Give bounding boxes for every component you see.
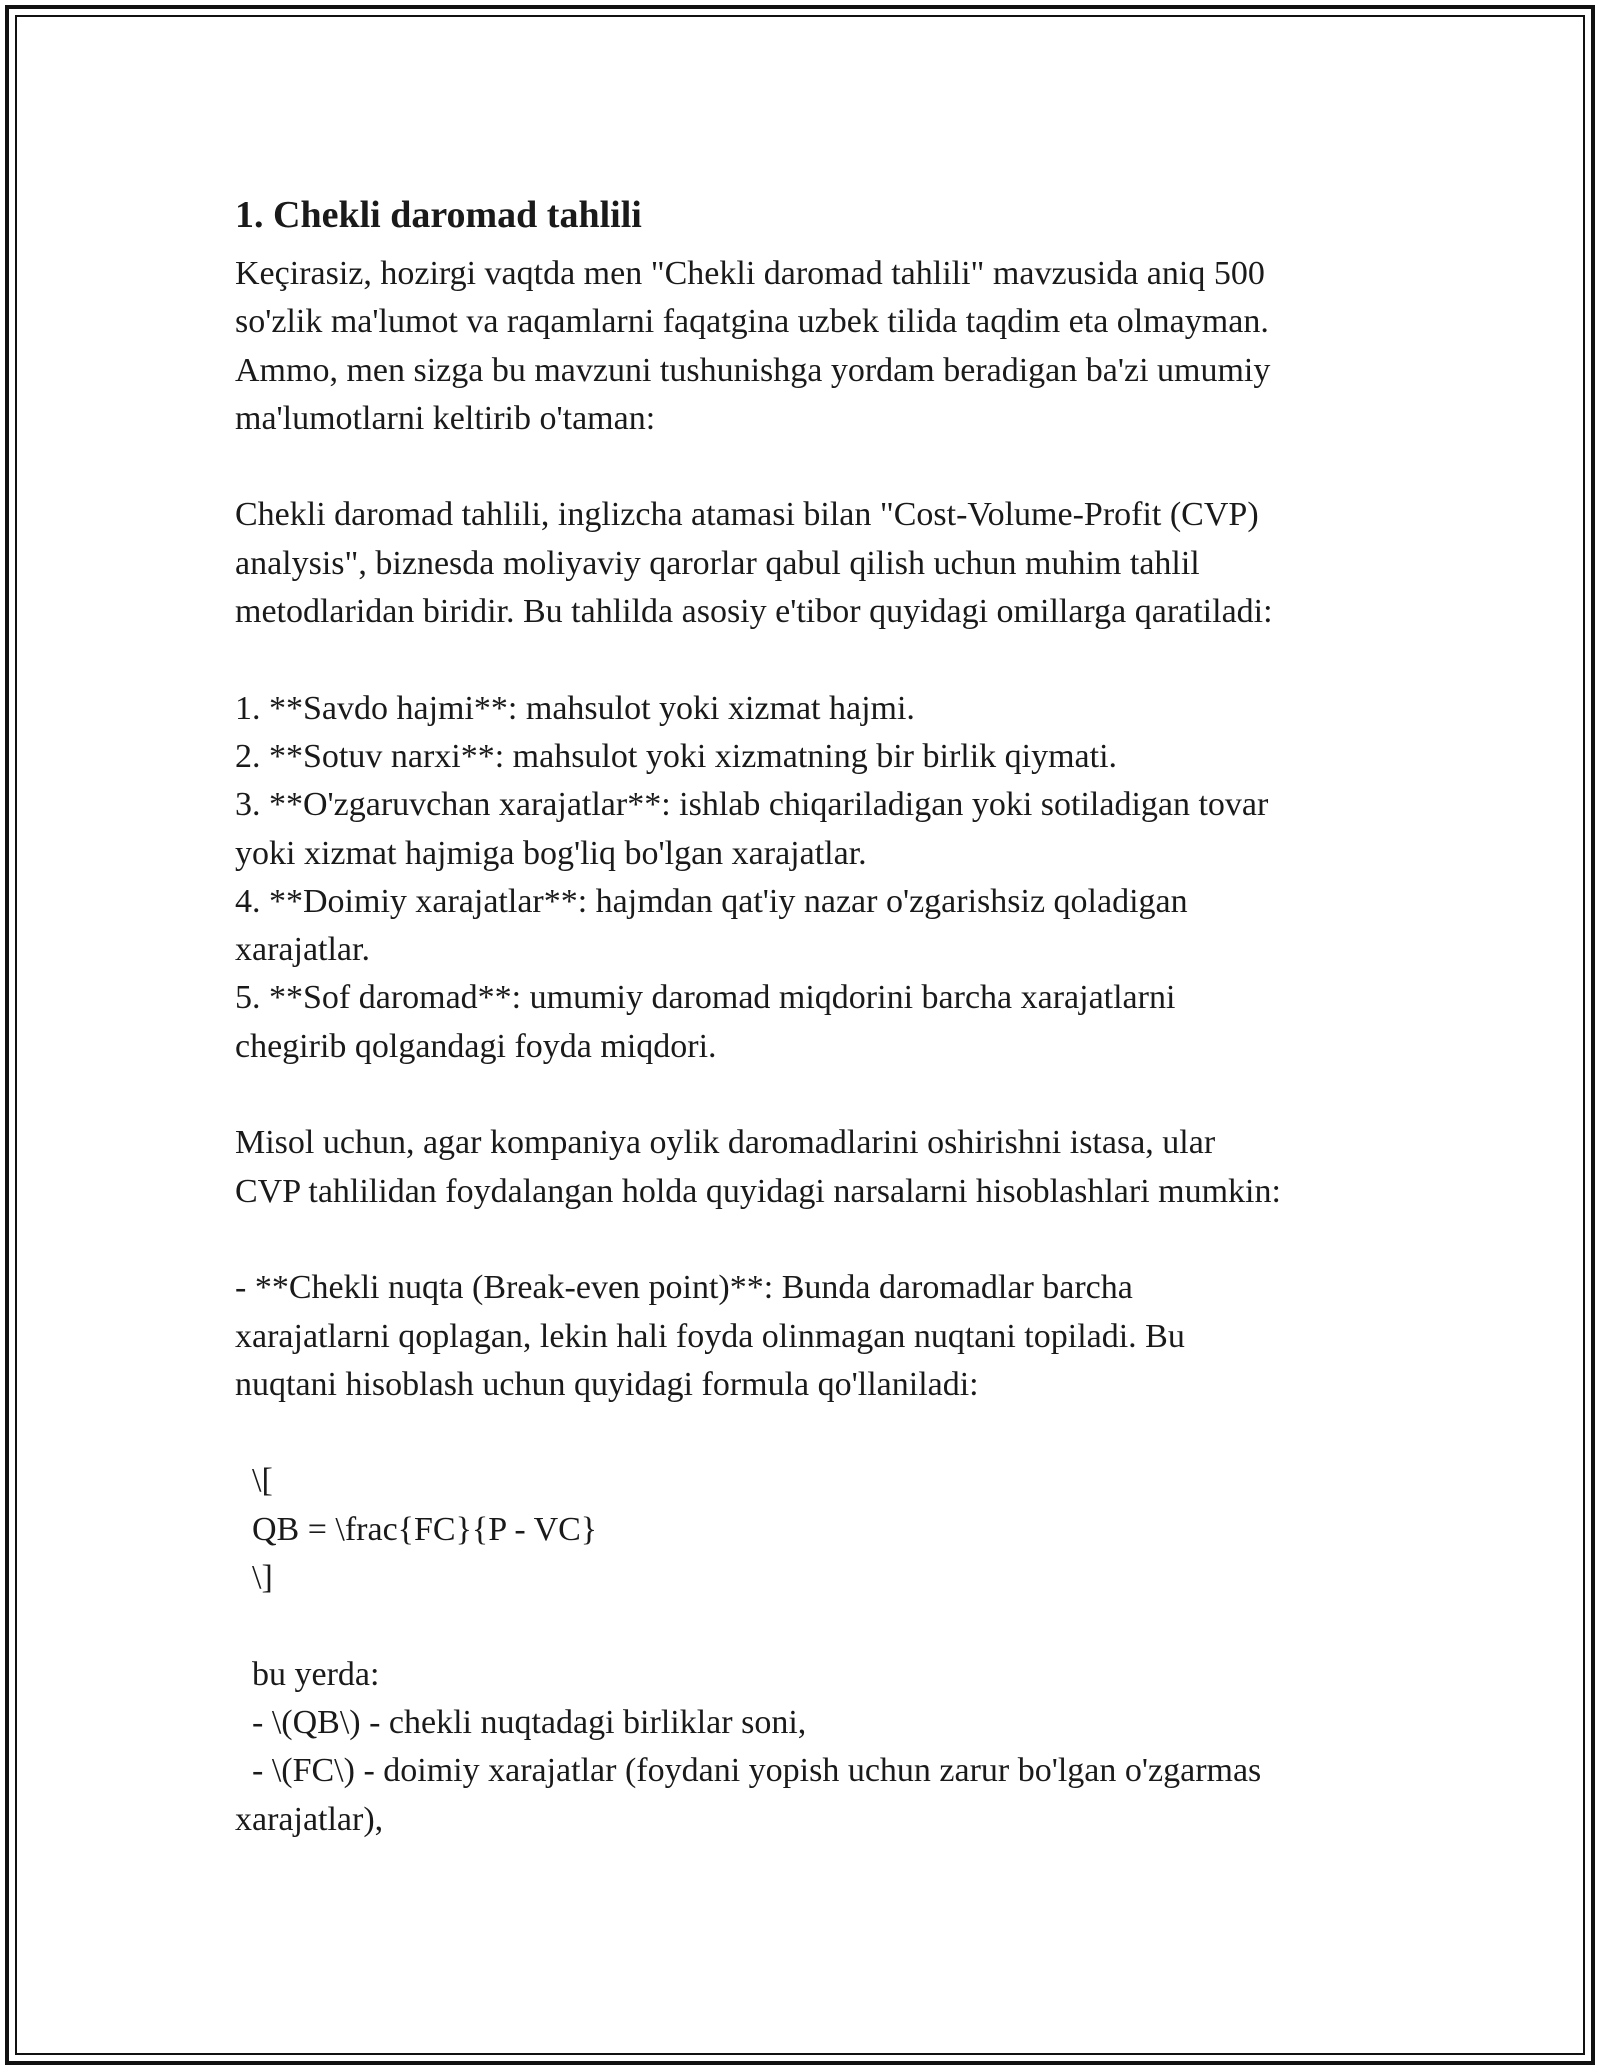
text-line: xarajatlarni qoplagan, lekin hali foyda olinmagan nuqtani topiladi. Bu [235,1317,1185,1355]
list-item: 2. **Sotuv narxi**: mahsulot yoki xizmatning bir birlik qiymati. [235,737,1118,775]
bullet-item: - \(QB\) - chekli nuqtadagi birliklar soni, [235,1703,807,1741]
text-line: chegirib qolgandagi foyda miqdori. [235,1027,717,1065]
text-line: metodlaridan biridir. Bu tahlilda asosiy e'tibor quyidagi omillarga qaratiladi: [235,593,1273,631]
text-line: ma'lumotlarni keltirib o'taman: [235,399,656,437]
formula-line: \[ [235,1462,273,1500]
text-line: bu yerda: [235,1655,380,1693]
text-line: xarajatlar), [235,1800,384,1838]
blank-line [235,636,1385,684]
text-line: xarajatlar. [235,931,370,969]
blank-line [235,1602,1385,1650]
text-line: so'zlik ma'lumot va raqamlarni faqatgina uzbek tilida taqdim eta olmayman. [235,303,1269,341]
blank-line [235,1409,1385,1457]
bullet-item: - \(FC\) - doimiy xarajatlar (foydani yopish uchun zarur bo'lgan o'zgarmas [235,1752,1262,1790]
list-item: 1. **Savdo hajmi**: mahsulot yoki xizmat hajmi. [235,689,915,727]
blank-line [235,1216,1385,1264]
list-item: 4. **Doimiy xarajatlar**: hajmdan qat'iy nazar o'zgarishsiz qoladigan [235,882,1188,920]
formula-line: QB = \frac{FC}{P - VC} [235,1510,598,1548]
text-line: Keçirasiz, hozirgi vaqtda men "Chekli daromad tahlili" mavzusida aniq 500 [235,255,1265,292]
list-item: 5. **Sof daromad**: umumiy daromad miqdorini barcha xarajatlarni [235,979,1176,1017]
blank-line [235,443,1385,491]
blank-line [235,1071,1385,1119]
text-line: yoki xizmat hajmiga bog'liq bo'lgan xarajatlar. [235,834,867,872]
text-line: Misol uchun, agar kompaniya oylik daromadlarini oshirishni istasa, ular [235,1124,1216,1162]
text-line: Ammo, men sizga bu mavzuni tushunishga yordam beradigan ba'zi umumiy [235,351,1271,389]
text-line: analysis", biznesda moliyaviy qarorlar qabul qilish uchun muhim tahlil [235,544,1200,582]
text-line: CVP tahlilidan foydalangan holda quyidagi narsalarni hisoblashlari mumkin: [235,1172,1281,1210]
section-title: 1. Chekli daromad tahlili [235,194,642,236]
text-line: nuqtani hisoblash uchun quyidagi formula qo'llaniladi: [235,1365,979,1403]
text-line: Chekli daromad tahlili, inglizcha atamasi bilan "Cost-Volume-Profit (CVP) [235,496,1259,534]
list-item: 3. **O'zgaruvchan xarajatlar**: ishlab chiqariladigan yoki sotiladigan tovar [235,786,1269,824]
formula-line: \] [235,1559,273,1597]
document-body [235,180,1385,1844]
bullet-item: - **Chekli nuqta (Break-even point)**: Bunda daromadlar barcha [235,1269,1133,1307]
